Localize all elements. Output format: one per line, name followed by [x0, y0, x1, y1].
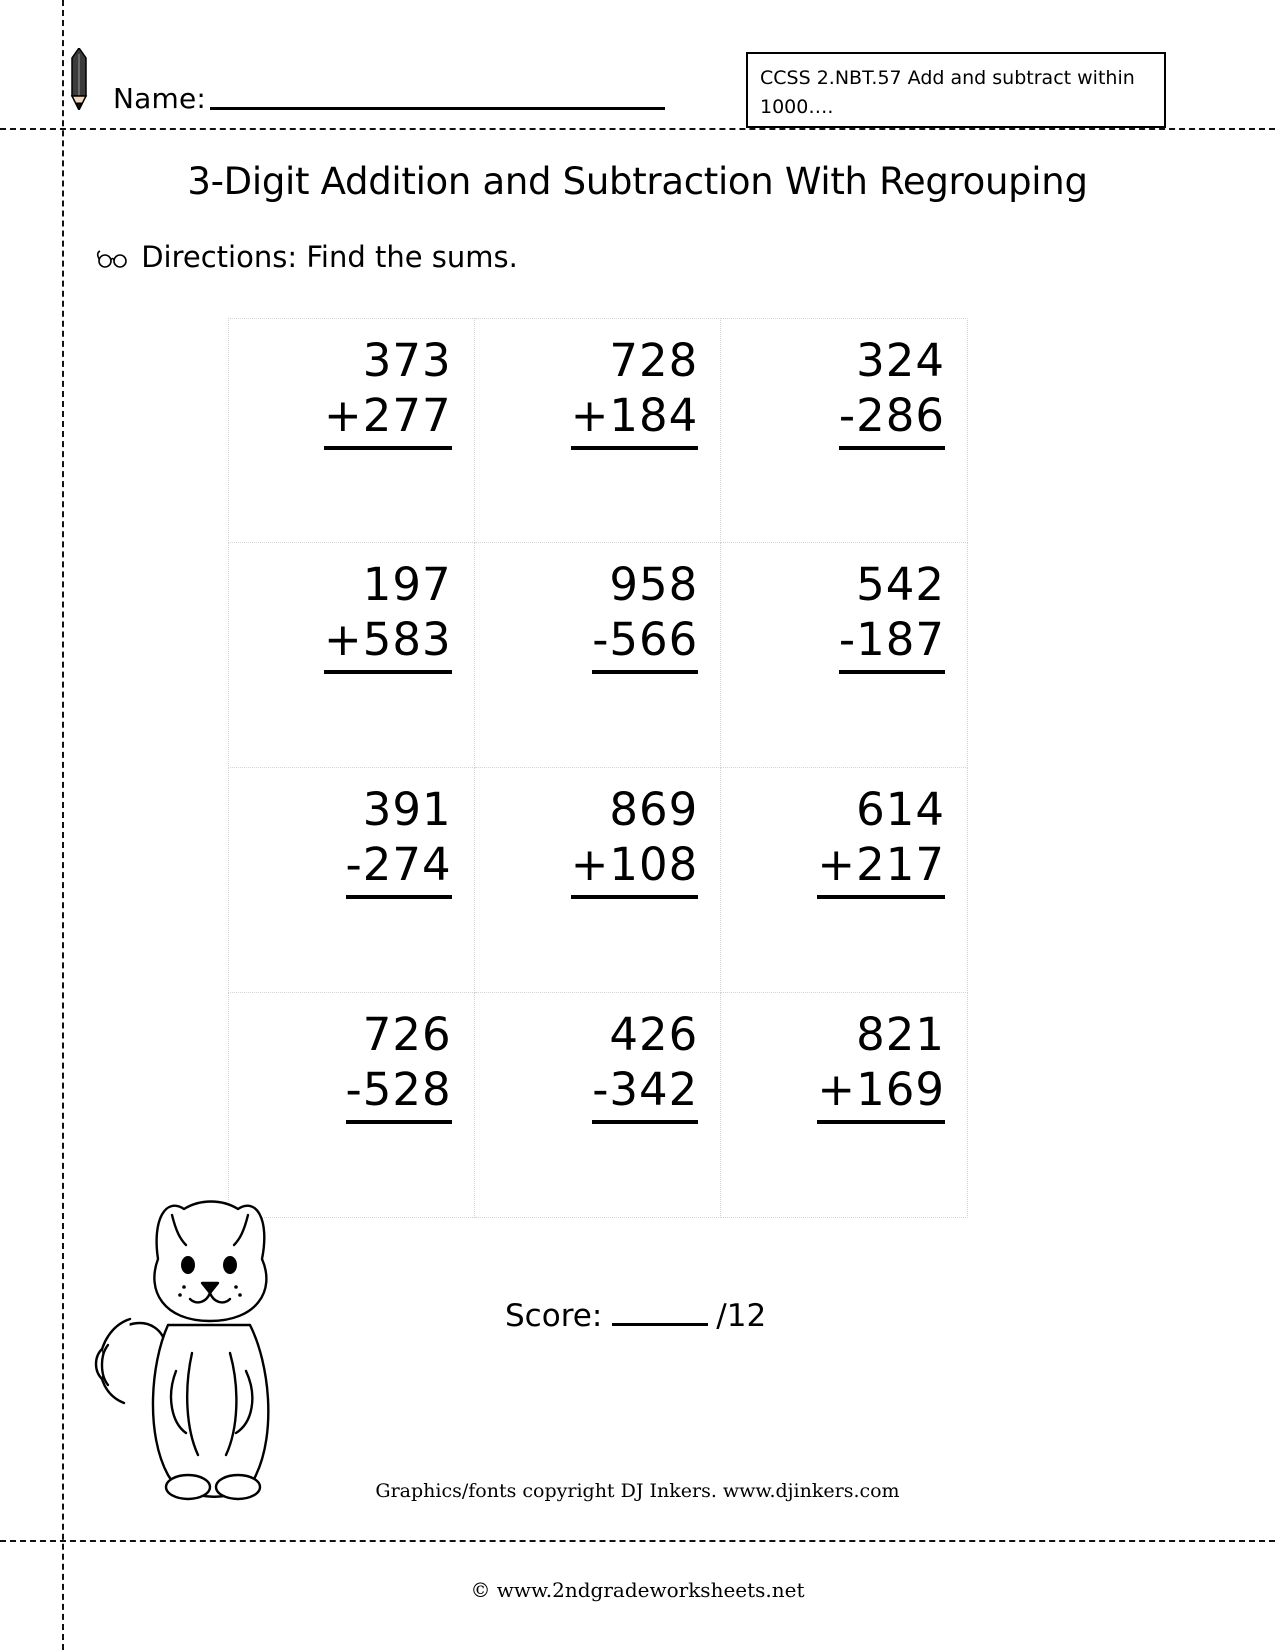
score-total: /12 [716, 1298, 767, 1334]
problem-3 [839, 333, 945, 450]
problem-bottom-number: -528 [346, 1062, 452, 1123]
ccss-text: CCSS 2.NBT.57 Add and subtract within 1000…. [760, 67, 1135, 118]
problem-11 [592, 1007, 698, 1124]
problem-top-number: 728 [609, 334, 699, 387]
problem-top-number: 426 [609, 1008, 699, 1061]
problem-top-number: 869 [609, 783, 699, 836]
page-border-bottom [0, 1540, 1275, 1542]
problem-bottom-number: +108 [571, 837, 699, 898]
problem-cell[interactable] [475, 318, 722, 543]
problem-top-number: 197 [362, 558, 452, 611]
problem-bottom-number: +217 [817, 837, 945, 898]
problem-top-number: 542 [856, 558, 945, 611]
page-border-left [62, 0, 64, 1650]
directions-text: Directions: Find the sums. [141, 240, 518, 274]
problem-5 [592, 557, 698, 674]
problem-7 [346, 782, 452, 899]
page-title: 3-Digit Addition and Subtraction With Regrouping [187, 160, 1088, 203]
directions-row [96, 240, 518, 274]
problem-cell[interactable] [475, 543, 722, 768]
problem-4 [324, 557, 452, 674]
problem-bottom-number: -274 [346, 837, 452, 898]
problem-bottom-number: +184 [571, 388, 699, 449]
problem-top-number: 614 [856, 783, 945, 836]
problem-bottom-number: +277 [324, 388, 452, 449]
problem-top-number: 726 [362, 1008, 452, 1061]
score-field[interactable] [505, 1298, 766, 1334]
problem-cell[interactable] [228, 543, 475, 768]
problem-cell[interactable] [721, 768, 968, 993]
problem-bottom-number: +169 [817, 1062, 945, 1123]
problem-cell[interactable] [721, 993, 968, 1218]
problem-cell[interactable] [228, 318, 475, 543]
glasses-icon [96, 249, 130, 269]
cat-illustration [80, 1175, 300, 1515]
score-blank[interactable] [612, 1303, 708, 1326]
problem-cell[interactable] [228, 768, 475, 993]
name-blank[interactable] [210, 83, 665, 110]
name-field[interactable] [113, 82, 665, 115]
problem-9 [817, 782, 945, 899]
name-label: Name: [113, 82, 207, 115]
problem-2 [571, 333, 699, 450]
problems-grid [228, 318, 968, 1218]
graphics-credit: Graphics/fonts copyright DJ Inkers. www.djinkers.com [375, 1480, 900, 1502]
problem-bottom-number: -187 [839, 612, 945, 673]
problem-cell[interactable] [475, 993, 722, 1218]
problem-top-number: 958 [609, 558, 699, 611]
problem-10 [346, 1007, 452, 1124]
problem-cell[interactable] [721, 543, 968, 768]
problem-cell[interactable] [475, 768, 722, 993]
score-label: Score: [505, 1298, 603, 1334]
ccss-standard-box [746, 52, 1166, 128]
problem-bottom-number: -286 [839, 388, 945, 449]
pencil-icon [68, 48, 90, 110]
page-border-top [0, 128, 1275, 130]
problem-top-number: 373 [362, 334, 452, 387]
site-footer: © www.2ndgradeworksheets.net [470, 1578, 805, 1602]
problem-12 [817, 1007, 945, 1124]
problem-bottom-number: +583 [324, 612, 452, 673]
problem-8 [571, 782, 699, 899]
problem-top-number: 821 [856, 1008, 945, 1061]
problem-6 [839, 557, 945, 674]
problem-bottom-number: -566 [592, 612, 698, 673]
problem-top-number: 324 [856, 334, 945, 387]
problem-cell[interactable] [721, 318, 968, 543]
problem-1 [324, 333, 452, 450]
problem-top-number: 391 [362, 783, 452, 836]
problem-bottom-number: -342 [592, 1062, 698, 1123]
